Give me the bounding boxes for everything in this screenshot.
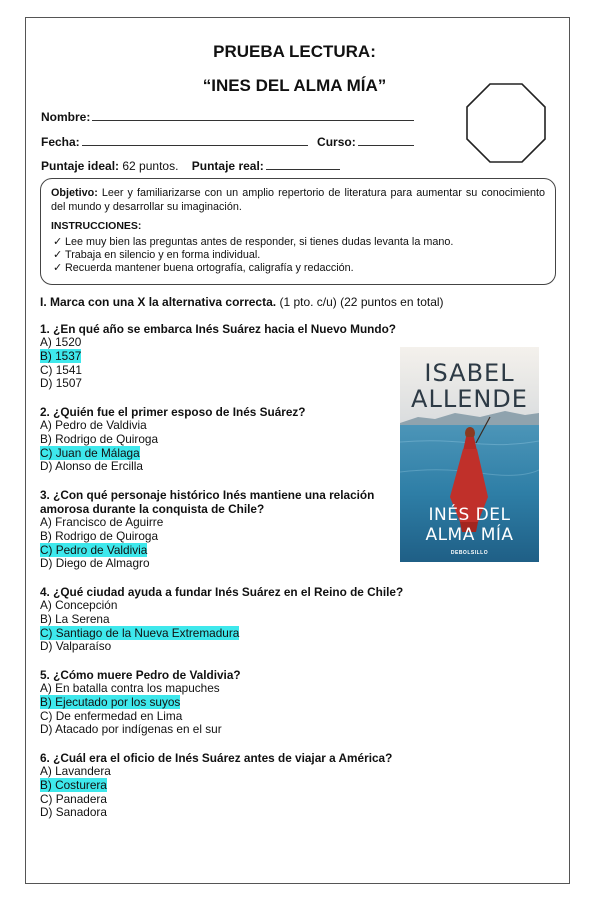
option-b[interactable]: B) Rodrigo de Quiroga (40, 431, 159, 446)
option-c[interactable]: C) Pedro de Valdivia (40, 542, 148, 557)
section-title: I. Marca con una X la alternativa correcta. (40, 295, 277, 309)
objective-label: Objetivo: (51, 187, 98, 199)
option-b[interactable]: B) 1537 (40, 348, 82, 363)
fecha-label: Fecha: (41, 135, 80, 149)
nombre-row (41, 108, 414, 124)
puntaje-real-field[interactable] (266, 157, 340, 170)
question-text: 3. ¿Con qué personaje histórico Inés mantiene una relación amorosa durante la conquista de Chile? (40, 488, 375, 516)
option-c[interactable]: C) Panadera (40, 791, 107, 806)
instruction-item (51, 236, 545, 249)
question-1 (40, 322, 420, 391)
question-4 (40, 585, 460, 654)
question-5 (40, 668, 460, 737)
fecha-row (41, 133, 414, 149)
question-text: 1. ¿En qué año se embarca Inés Suárez hacia el Nuevo Mundo? (40, 322, 396, 336)
score-octagon[interactable] (466, 83, 546, 163)
instructions-title: INSTRUCCIONES: (51, 220, 142, 232)
instructions-list (51, 236, 545, 275)
question-text: 2. ¿Quién fue el primer esposo de Inés Suárez? (40, 405, 306, 419)
question-text: 6. ¿Cuál era el oficio de Inés Suárez antes de viajar a América? (40, 751, 393, 765)
option-c[interactable]: C) Juan de Málaga (40, 445, 140, 460)
cover-title-line2: ALMA MÍA (425, 525, 514, 545)
question-6 (40, 751, 460, 820)
option-a[interactable]: A) 1520 (40, 335, 82, 349)
puntaje-real-label: Puntaje real: (191, 159, 264, 173)
objective-body: Leer y familiarizarse con un amplio repertorio de literatura para aumentar su conocimiento del mundo y desarrollar su imaginación. (51, 187, 545, 213)
fecha-field[interactable] (82, 133, 308, 146)
test-title: PRUEBA LECTURA: (213, 42, 376, 61)
option-c[interactable]: C) De enfermedad en Lima (40, 708, 183, 723)
option-c[interactable]: C) 1541 (40, 362, 82, 377)
curso-label: Curso: (317, 135, 356, 149)
option-b[interactable]: B) Ejecutado por los suyos (40, 694, 181, 709)
objective-box (40, 178, 556, 285)
cover-author-last: ALLENDE (411, 385, 528, 413)
question-text: 5. ¿Cómo muere Pedro de Valdivia? (40, 668, 241, 682)
curso-field[interactable] (358, 133, 414, 146)
question-3 (40, 488, 380, 571)
option-b[interactable]: B) Rodrigo de Quiroga (40, 528, 159, 543)
option-d[interactable]: D) Diego de Almagro (40, 556, 150, 571)
cover-author-first: ISABEL (424, 359, 515, 387)
instruction-item (51, 249, 545, 262)
option-d[interactable]: D) Sanadora (40, 805, 107, 820)
check-icon: ✓ (53, 249, 63, 261)
check-icon: ✓ (53, 236, 63, 248)
nombre-label: Nombre: (41, 110, 91, 124)
book-cover-image (400, 347, 539, 562)
puntaje-row (41, 157, 340, 173)
option-d[interactable]: D) Atacado por indígenas en el sur (40, 722, 222, 737)
instruction-text: Lee muy bien las preguntas antes de responder, si tienes dudas levanta la mano. (65, 236, 454, 248)
cover-title-line1: INÉS DEL (428, 505, 511, 525)
section-points: (1 pto. c/u) (22 puntos en total) (276, 295, 444, 309)
option-a[interactable]: A) En batalla contra los mapuches (40, 681, 220, 695)
option-b[interactable]: B) Costurera (40, 777, 107, 792)
cover-publisher: DEBOLSILLO (450, 550, 489, 556)
section-heading (40, 295, 444, 309)
option-d[interactable]: D) Alonso de Ercilla (40, 459, 143, 474)
check-icon: ✓ (53, 262, 63, 274)
option-a[interactable]: A) Concepción (40, 598, 118, 612)
option-a[interactable]: A) Francisco de Aguirre (40, 515, 164, 529)
option-d[interactable]: D) Valparaíso (40, 639, 112, 654)
puntaje-ideal-value: 62 puntos. (122, 159, 179, 173)
option-b[interactable]: B) La Serena (40, 611, 110, 626)
instruction-text: Trabaja en silencio y en forma individual. (65, 249, 261, 261)
option-a[interactable]: A) Pedro de Valdivia (40, 418, 147, 432)
question-text: 4. ¿Qué ciudad ayuda a fundar Inés Suárez en el Reino de Chile? (40, 585, 404, 599)
nombre-field[interactable] (92, 108, 414, 121)
option-c[interactable]: C) Santiago de la Nueva Extremadura (40, 625, 240, 640)
option-d[interactable]: D) 1507 (40, 376, 82, 391)
question-2 (40, 405, 390, 474)
objective-text (51, 186, 545, 214)
instruction-text: Recuerda mantener buena ortografía, caligrafía y redacción. (65, 262, 354, 274)
option-a[interactable]: A) Lavandera (40, 764, 111, 778)
puntaje-ideal-label: Puntaje ideal: (41, 159, 120, 173)
book-title: “INES DEL ALMA MÍA” (202, 76, 387, 95)
instruction-item (51, 262, 545, 275)
